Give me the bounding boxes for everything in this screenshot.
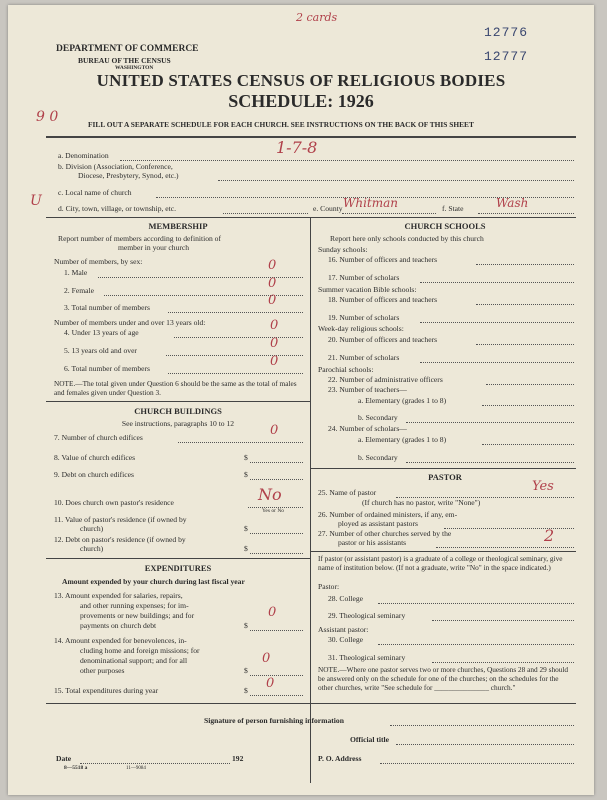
q4-line[interactable] — [174, 337, 303, 338]
pastor-note: NOTE.—Where one pastor serves two or more churches, Questions 28 and 29 should be answered only on the schedule for one of the churches; on the schedules for the other churches, write "See schedule for _______________ church." — [318, 665, 569, 692]
q14-label-4: other purposes — [80, 666, 125, 675]
q13-label: 13. Amount expended for salaries, repairs, — [54, 591, 183, 600]
assistant-sub-label: Assistant pastor: — [318, 625, 369, 634]
q6-label: 6. Total number of members — [64, 364, 151, 373]
q24a-label: a. Elementary (grades 1 to 8) — [358, 435, 447, 444]
q22-line[interactable] — [486, 384, 574, 385]
q11-dollar: $ — [244, 524, 248, 533]
q14-label-3: denominational support; and for all — [80, 656, 188, 665]
q14-dollar: $ — [244, 666, 248, 675]
q23a-line[interactable] — [482, 405, 574, 406]
q26-line[interactable] — [444, 528, 574, 529]
q25-label: 25. Name of pastor — [318, 488, 377, 497]
buildings-heading: CHURCH BUILDINGS — [134, 406, 222, 416]
stamp-number-top: 12776 — [484, 25, 529, 40]
q24b-label: b. Secondary — [358, 453, 398, 462]
q18-line[interactable] — [476, 304, 574, 305]
q11-label-2: church) — [80, 524, 104, 533]
q3-value: 0 — [268, 293, 277, 308]
po-address-line[interactable] — [380, 763, 574, 764]
membership-intro-2: member in your church — [118, 243, 190, 252]
q20-line[interactable] — [476, 344, 574, 345]
q17-line[interactable] — [420, 282, 574, 283]
pastor-sub-label: Pastor: — [318, 582, 340, 591]
form-number: 8—5518 a — [64, 765, 88, 771]
q2-value: 0 — [268, 276, 277, 291]
summer-label: Summer vacation Bible schools: — [318, 285, 417, 294]
yes-no-hint: Yes or No — [262, 508, 285, 514]
by-sex-label: Number of members, by sex: — [54, 257, 143, 266]
q8-dollar: $ — [244, 453, 248, 462]
q1-value: 0 — [268, 258, 277, 273]
local-name-label: c. Local name of church — [58, 188, 132, 197]
q18-label: 18. Number of officers and teachers — [328, 295, 438, 304]
q6-line[interactable] — [168, 373, 303, 374]
q7-line[interactable] — [178, 442, 303, 443]
sunday-label: Sunday schools: — [318, 245, 368, 254]
q27-label-2: pastor or his assistants — [338, 538, 407, 547]
fill-instructions: FILL OUT A SEPARATE SCHEDULE FOR EACH CHURCH. SEE INSTRUCTIONS ON THE BACK OF THIS SHEET — [88, 120, 474, 129]
q16-line[interactable] — [476, 264, 574, 265]
state-value: Wash — [496, 196, 529, 210]
membership-heading: MEMBERSHIP — [148, 221, 208, 231]
q13-label-3: provements or new buildings; and for — [80, 611, 195, 620]
pastor-divider — [310, 551, 576, 552]
parochial-label: Parochial schools: — [318, 365, 374, 374]
q13-value: 0 — [268, 605, 277, 620]
q19-label: 19. Number of scholars — [328, 313, 400, 322]
q12-label-2: church) — [80, 544, 104, 553]
q20-label: 20. Number of officers and teachers — [328, 335, 438, 344]
footer-divider — [46, 703, 576, 704]
city-label: d. City, town, village, or township, etc. — [58, 204, 177, 213]
graduate-note: If pastor (or assistant pastor) is a graduate of a college or theological seminary, give name of institution below. (If not a graduate, write "No" in the space indicated.) — [318, 554, 563, 572]
q13-line[interactable] — [250, 630, 303, 631]
bureau-name: BUREAU OF THE CENSUS — [78, 56, 171, 65]
q4-label: 4. Under 13 years of age — [64, 328, 139, 337]
q10-label: 10. Does church own pastor's residence — [54, 498, 174, 507]
official-title-label: Official title — [350, 735, 390, 744]
denomination-line[interactable] — [120, 160, 574, 161]
q3-label: 3. Total number of members — [64, 303, 151, 312]
county-label: e. County — [313, 204, 343, 213]
q17-label: 17. Number of scholars — [328, 273, 400, 282]
year-label: 192 — [232, 754, 244, 763]
q24-label: 24. Number of scholars— — [328, 424, 407, 433]
division-label-2: Diocese, Presbytery, Synod, etc.) — [78, 171, 179, 180]
census-schedule-sheet — [8, 5, 594, 795]
q13-label-4: payments on church debt — [80, 621, 157, 630]
q7-value: 0 — [270, 423, 279, 438]
q25-value: Yes — [532, 479, 554, 494]
q21-label: 21. Number of scholars — [328, 353, 400, 362]
q26-label-2: ployed as assistant pastors — [338, 519, 418, 528]
q27-line[interactable] — [436, 547, 574, 548]
city-line[interactable] — [223, 213, 308, 214]
q24a-line[interactable] — [482, 444, 574, 445]
buildings-sub: See instructions, paragraphs 10 to 12 — [121, 419, 235, 428]
denomination-label: a. Denomination — [58, 151, 109, 160]
q14-line[interactable] — [250, 675, 303, 676]
q15-dollar: $ — [244, 686, 248, 695]
q12-line[interactable] — [250, 553, 303, 554]
bureau-city: WASHINGTON — [115, 65, 154, 71]
date-line[interactable] — [80, 763, 230, 764]
q2-label: 2. Female — [64, 286, 94, 295]
q19-line[interactable] — [420, 322, 574, 323]
margin-letter: U — [30, 193, 42, 209]
pastor-heading: PASTOR — [428, 472, 462, 482]
q9-line[interactable] — [250, 479, 303, 480]
q23a-label: a. Elementary (grades 1 to 8) — [358, 396, 447, 405]
dept-name: DEPARTMENT OF COMMERCE — [56, 44, 199, 54]
q22-label: 22. Number of administrative officers — [328, 375, 443, 384]
signature-line[interactable] — [390, 725, 574, 726]
q30-label: 30. College — [328, 635, 364, 644]
membership-intro-1: Report number of members according to definition of — [58, 234, 222, 243]
q14-value: 0 — [262, 651, 271, 666]
q16-label: 16. Number of officers and teachers — [328, 255, 438, 264]
under-over-label: Number of members under and over 13 years old: — [54, 318, 206, 327]
county-line[interactable] — [342, 213, 436, 214]
q29-line[interactable] — [432, 620, 574, 621]
q13-label-2: and other running expenses; for im- — [80, 601, 189, 610]
q30-line[interactable] — [378, 644, 574, 645]
handwritten-card-note: 2 cards — [296, 11, 338, 24]
q10-value: No — [258, 485, 282, 504]
q26-label: 26. Number of ordained ministers, if any, em- — [318, 510, 458, 519]
q24b-line[interactable] — [406, 462, 574, 463]
q11-line[interactable] — [250, 533, 303, 534]
q29-label: 29. Theological seminary — [328, 611, 406, 620]
q12-label: 12. Debt on pastor's residence (if owned by — [54, 535, 186, 544]
q31-label: 31. Theological seminary — [328, 653, 406, 662]
q1-label: 1. Male — [64, 268, 88, 277]
q9-label: 9. Debt on church edifices — [54, 470, 134, 479]
column-divider — [310, 218, 311, 783]
q4-value: 0 — [270, 318, 279, 333]
form-title: UNITED STATES CENSUS OF RELIGIOUS BODIES — [96, 71, 506, 90]
q21-line[interactable] — [420, 362, 574, 363]
q5-label: 5. 13 years old and over — [64, 346, 137, 355]
margin-number: 9 0 — [36, 109, 59, 125]
q27-value: 2 — [544, 526, 555, 545]
state-line[interactable] — [478, 213, 574, 214]
q9-dollar: $ — [244, 470, 248, 479]
schedule-title: SCHEDULE: 1926 — [228, 91, 374, 111]
q11-label: 11. Value of pastor's residence (if owned by — [54, 515, 187, 524]
state-label: f. State — [442, 204, 464, 213]
denomination-value: 1-7-8 — [276, 138, 318, 157]
weekday-label: Week-day religious schools: — [318, 324, 404, 333]
schools-heading: CHURCH SCHOOLS — [404, 221, 486, 231]
q14-label-2: cluding home and foreign missions; for — [80, 646, 200, 655]
q14-label: 14. Amount expended for benevolences, in- — [54, 636, 187, 645]
county-value: Whitman — [343, 196, 398, 210]
q23b-label: b. Secondary — [358, 413, 398, 422]
expenditures-sub: Amount expended by your church during last fiscal year — [62, 577, 245, 586]
q15-value: 0 — [266, 676, 275, 691]
q25-hint: (If church has no pastor, write "None") — [362, 498, 481, 507]
po-address-label: P. O. Address — [318, 754, 362, 763]
q23-label: 23. Number of teachers— — [328, 385, 407, 394]
division-line[interactable] — [218, 180, 574, 181]
q13-dollar: $ — [244, 621, 248, 630]
schools-divider — [310, 468, 576, 469]
q28-label: 28. College — [328, 594, 364, 603]
form-code: 11—9084 — [126, 766, 146, 771]
division-label: b. Division (Association, Conference, — [58, 162, 173, 171]
expenditures-heading: EXPENDITURES — [144, 563, 212, 573]
q15-label: 15. Total expenditures during year — [54, 686, 159, 695]
q28-line[interactable] — [378, 603, 574, 604]
official-title-line[interactable] — [396, 744, 574, 745]
q5-value: 0 — [270, 336, 279, 351]
q31-line[interactable] — [432, 662, 574, 663]
buildings-divider — [46, 558, 310, 559]
q12-dollar: $ — [244, 544, 248, 553]
membership-divider — [46, 401, 310, 402]
q8-label: 8. Value of church edifices — [54, 453, 136, 462]
q7-label: 7. Number of church edifices — [54, 433, 143, 442]
q15-line[interactable] — [250, 695, 303, 696]
q5-line[interactable] — [166, 355, 303, 356]
schools-intro: Report here only schools conducted by this church — [330, 234, 484, 243]
q6-value: 0 — [270, 354, 279, 369]
q23b-line[interactable] — [406, 422, 574, 423]
membership-note: NOTE.—The total given under Question 6 should be the same as the total of males and females given under Question 3. — [54, 379, 297, 397]
q27-label: 27. Number of other churches served by the — [318, 529, 452, 538]
q8-line[interactable] — [250, 462, 303, 463]
date-label: Date — [56, 754, 72, 763]
q3-line[interactable] — [168, 312, 303, 313]
signature-label: Signature of person furnishing information — [204, 716, 344, 725]
stamp-number-bottom: 12777 — [484, 49, 529, 64]
